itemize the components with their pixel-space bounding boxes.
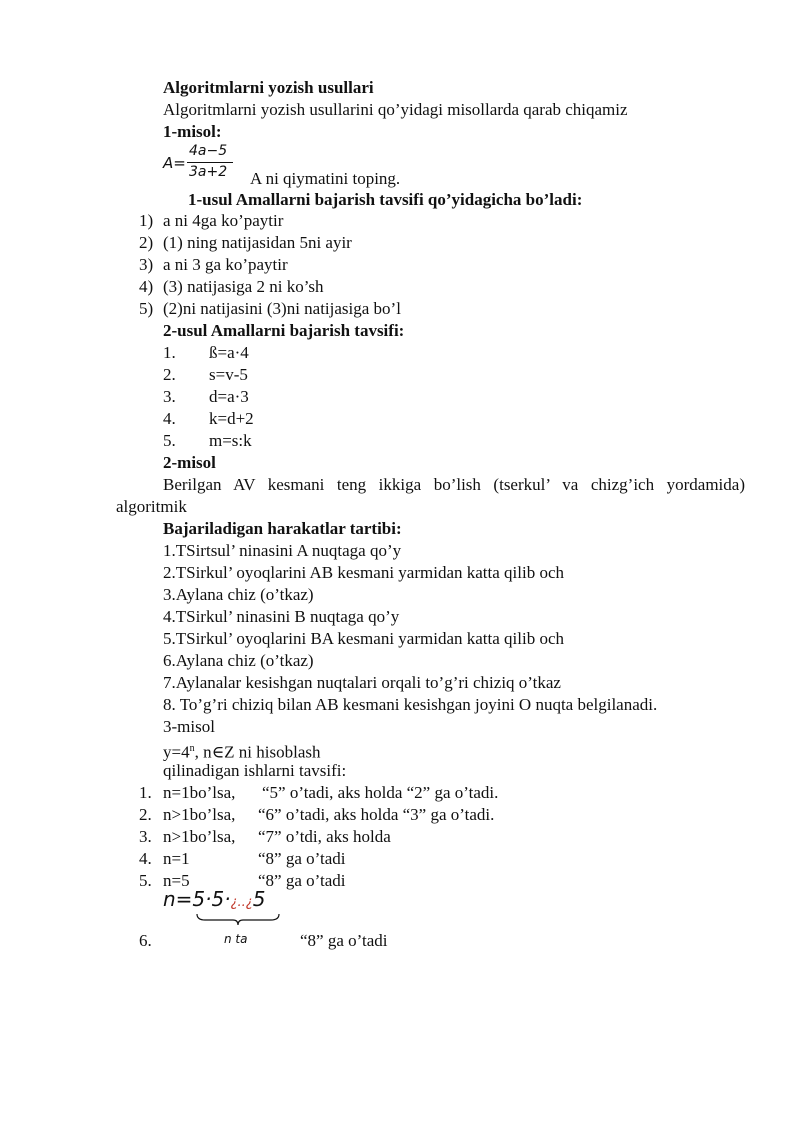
method1-heading: 1-usul Amallarni bajarish tavsifi qo’yidagicha bo’ladi:: [188, 190, 583, 209]
step-condition: n=1: [163, 849, 190, 868]
list-item-number: 1): [139, 211, 154, 230]
step-condition: n>1bo’lsa,: [163, 827, 236, 846]
list-item: a ni 3 ga ko’paytir: [163, 255, 288, 274]
step-condition: n=1bo’lsa,: [163, 783, 236, 802]
underbrace: [195, 913, 281, 927]
list-item: 6.Aylana chiz (o’tkaz): [163, 651, 314, 670]
step-action: “7” o’tdi, aks holda: [258, 827, 391, 846]
step-action: “8” ga o’tadi: [258, 871, 346, 890]
product-start: n=5·5·: [163, 887, 231, 911]
formula-base: y=4: [163, 742, 190, 762]
formula-numerator: 4a−5: [189, 143, 228, 159]
list-item: 2.TSirkul’ oyoqlarini AB kesmani yarmidan katta qilib och: [163, 563, 565, 582]
list-item-number: 5.: [139, 871, 152, 890]
list-item: s=v-5: [209, 365, 248, 384]
formula-exponent: n: [189, 743, 195, 754]
list-item-number: 5.: [163, 431, 176, 450]
step-action: “8” ga o’tadi: [258, 849, 346, 868]
product-end: 5: [252, 887, 266, 911]
list-item-number: 2): [139, 233, 154, 252]
example2-description-cont: algoritmik: [116, 497, 187, 516]
list-item-number: 1.: [139, 783, 152, 802]
list-item-number: 6.: [139, 931, 152, 950]
example2-description: Berilgan AV kesmani teng ikkiga bo’lish (tserkul’ va chizg’ich yordamida): [163, 475, 745, 494]
list-item: 7.Aylanalar kesishgan nuqtalari orqali to’g’ri chiziq o’tkaz: [163, 673, 561, 692]
actions-heading: Bajariladigan harakatlar tartibi:: [163, 519, 402, 538]
example1-task: A ni qiymatini toping.: [250, 169, 401, 188]
list-item: 8. To’g’ri chiziq bilan AB kesmani kesishgan joyini O nuqta belgilanadi.: [163, 695, 658, 714]
list-item: (2)ni natijasini (3)ni natijasiga bo’l: [163, 299, 401, 318]
formula-lhs: A=: [163, 154, 186, 172]
document-title: Algoritmlarni yozish usullari: [163, 78, 374, 97]
step-condition: n=5: [163, 871, 190, 890]
step-action: “8” ga o’tadi: [300, 931, 388, 950]
product-ellipsis: ¿..¿: [230, 895, 253, 910]
product-formula: [163, 886, 265, 916]
formula-denominator: 3a+2: [189, 164, 228, 180]
list-item: m=s:k: [209, 431, 252, 450]
example1-heading: 1-misol:: [163, 122, 222, 141]
list-item-number: 3): [139, 255, 154, 274]
brace-label: n ta: [224, 932, 248, 946]
list-item: ß=a·4: [209, 343, 249, 362]
list-item-number: 4.: [139, 849, 152, 868]
fraction-bar: [187, 162, 233, 163]
list-item-number: 3.: [139, 827, 152, 846]
example2-heading: 2-misol: [163, 453, 216, 472]
list-item: 4.TSirkul’ ninasini B nuqtaga qo’y: [163, 607, 400, 626]
list-item: 1.TSirtsul’ ninasini A nuqtaga qo’y: [163, 541, 402, 560]
list-item: a ni 4ga ko’paytir: [163, 211, 284, 230]
step-action: “6” o’tadi, aks holda “3” ga o’tadi.: [258, 805, 495, 824]
method2-heading: 2-usul Amallarni bajarish tavsifi:: [163, 321, 405, 340]
list-item: k=d+2: [209, 409, 254, 428]
list-item: (3) natijasiga 2 ni ko’sh: [163, 277, 324, 296]
list-item-number: 1.: [163, 343, 176, 362]
list-item-number: 4): [139, 277, 154, 296]
example3-subheading: qilinadigan ishlarni tavsifi:: [163, 761, 347, 780]
list-item: 3.Aylana chiz (o’tkaz): [163, 585, 314, 604]
example3-heading: 3-misol: [163, 717, 215, 736]
list-item: d=a·3: [209, 387, 249, 406]
step-action: “5” o’tadi, aks holda “2” ga o’tadi.: [262, 783, 499, 802]
list-item-number: 2.: [139, 805, 152, 824]
step-condition: n>1bo’lsa,: [163, 805, 236, 824]
list-item-number: 5): [139, 299, 154, 318]
formula-rest: , n∈Z ni hisoblash: [194, 742, 321, 762]
list-item-number: 2.: [163, 365, 176, 384]
list-item: (1) ning natijasidan 5ni ayir: [163, 233, 352, 252]
list-item-number: 3.: [163, 387, 176, 406]
intro-text: Algoritmlarni yozish usullarini qo’yidagi misollarda qarab chiqamiz: [163, 100, 628, 119]
list-item: 5.TSirkul’ oyoqlarini BA kesmani yarmidan katta qilib och: [163, 629, 565, 648]
list-item-number: 4.: [163, 409, 176, 428]
